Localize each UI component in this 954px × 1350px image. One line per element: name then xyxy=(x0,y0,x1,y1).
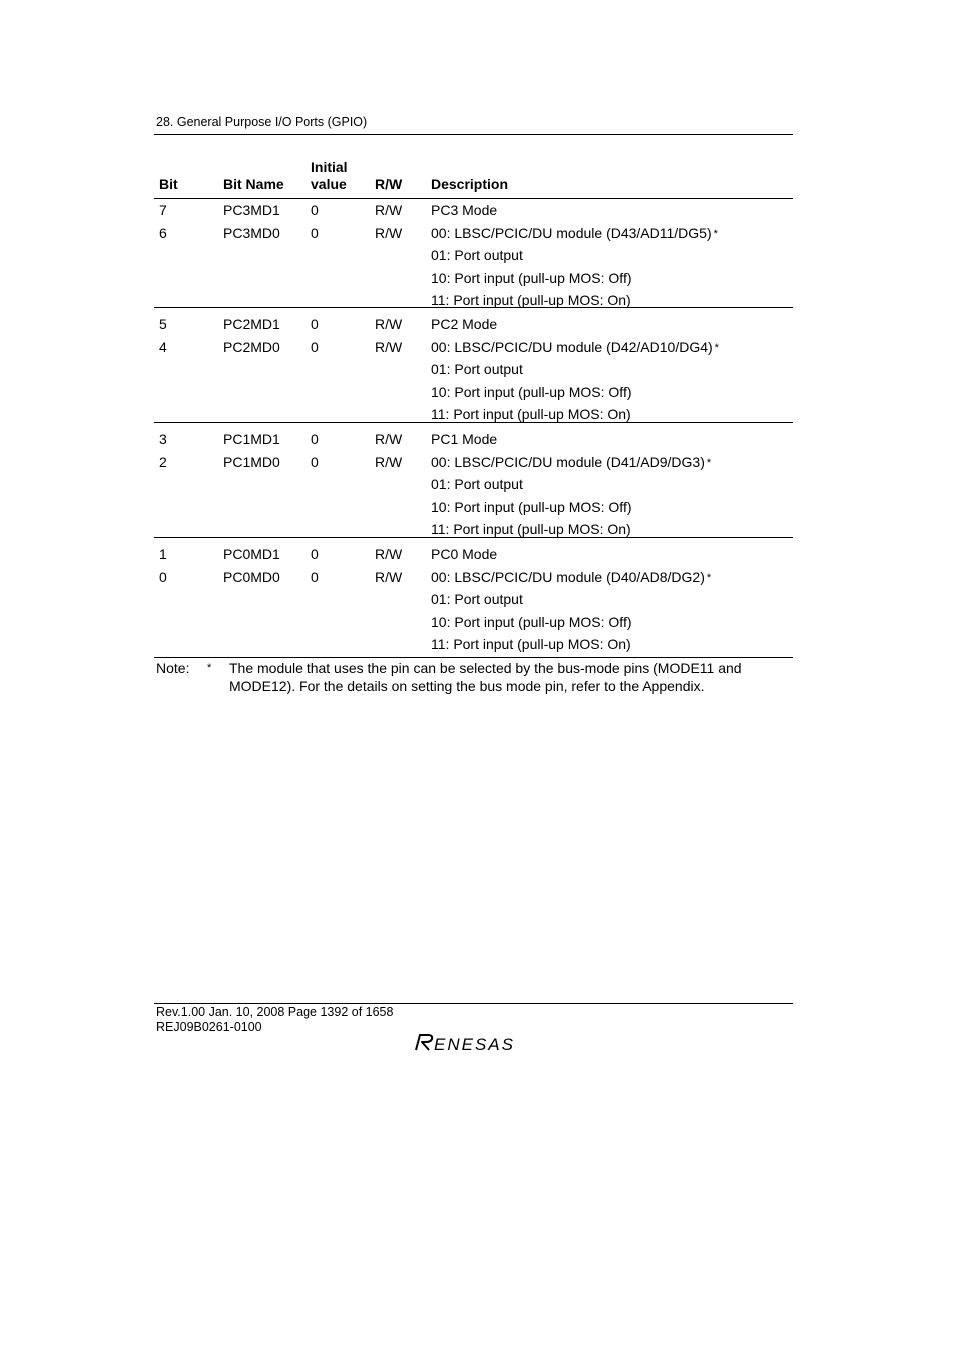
option-text: 10: Port input (pull-up MOS: Off) xyxy=(431,383,632,400)
option-text: 01: Port output xyxy=(431,247,523,264)
cell-initial-value: 0 xyxy=(311,202,319,218)
footnote-mark: * xyxy=(706,456,712,469)
note-label: Note: xyxy=(156,660,190,676)
option-text: 01: Port output xyxy=(431,476,523,493)
cell-bit-name: PC0MD0 xyxy=(223,568,280,585)
cell-description-option xyxy=(431,406,631,423)
footnote-mark: * xyxy=(713,227,718,240)
cell-description-option xyxy=(431,270,632,287)
cell-bit: 5 xyxy=(159,316,167,332)
footnote-mark: * xyxy=(714,341,719,354)
note-mark: * xyxy=(207,662,212,674)
col-header-initial-line2: value xyxy=(311,176,347,192)
cell-rw: R/W xyxy=(375,431,403,447)
cell-bit-name: PC2MD0 xyxy=(223,338,280,355)
cell-description-title: PC0 Mode xyxy=(431,546,498,562)
option-text: 10: Port input (pull-up MOS: Off) xyxy=(431,613,632,630)
cell-description-option xyxy=(431,454,711,473)
cell-bit: 2 xyxy=(159,453,167,470)
col-header-initial-line1: Initial xyxy=(311,159,348,175)
option-text: 11: Port input (pull-up MOS: On) xyxy=(431,521,631,538)
cell-bit-name: PC3MD0 xyxy=(223,224,280,241)
cell-description-option xyxy=(431,569,711,588)
cell-rw: R/W xyxy=(375,316,403,332)
option-text: 00: LBSC/PCIC/DU module (D40/AD8/DG2) xyxy=(431,568,705,585)
option-text: 00: LBSC/PCIC/DU module (D42/AD10/DG4) xyxy=(431,338,713,355)
svg-text:ENESAS: ENESAS xyxy=(434,1035,515,1054)
cell-description-option xyxy=(431,614,632,631)
cell-rw: R/W xyxy=(375,224,403,241)
cell-rw: R/W xyxy=(375,568,403,585)
cell-initial-value: 0 xyxy=(311,316,319,332)
group-divider xyxy=(154,537,793,538)
table-header-rule xyxy=(154,198,793,199)
cell-bit-name: PC2MD1 xyxy=(223,316,280,332)
cell-rw: R/W xyxy=(375,338,403,355)
group-divider xyxy=(154,657,793,658)
cell-rw: R/W xyxy=(375,202,403,218)
cell-description-title: PC1 Mode xyxy=(431,431,498,447)
cell-description-title: PC3 Mode xyxy=(431,202,498,218)
cell-bit: 1 xyxy=(159,546,167,562)
cell-bit-name: PC1MD1 xyxy=(223,431,280,447)
cell-initial-value: 0 xyxy=(311,338,319,355)
option-text: 11: Port input (pull-up MOS: On) xyxy=(431,636,631,653)
section-header: 28. General Purpose I/O Ports (GPIO) xyxy=(156,115,368,129)
option-text: 10: Port input (pull-up MOS: Off) xyxy=(431,269,632,286)
option-text: 11: Port input (pull-up MOS: On) xyxy=(431,406,631,423)
col-header-rw: R/W xyxy=(375,176,403,192)
footer-revision: Rev.1.00 Jan. 10, 2008 Page 1392 of 1658 xyxy=(156,1005,394,1019)
footnote-mark: * xyxy=(706,571,712,584)
renesas-logo xyxy=(414,1030,534,1054)
cell-description-option xyxy=(431,636,631,653)
cell-bit-name: PC3MD1 xyxy=(223,202,280,218)
cell-bit: 4 xyxy=(159,338,167,355)
cell-description-option xyxy=(431,521,631,538)
cell-bit-name: PC0MD1 xyxy=(223,546,280,562)
option-text: 01: Port output xyxy=(431,591,523,608)
cell-description-option xyxy=(431,225,718,244)
note-text-line2: MODE12). For the details on setting the bus mode pin, refer to the Appendix. xyxy=(229,678,705,694)
header-rule xyxy=(154,134,793,135)
group-divider xyxy=(154,307,793,308)
col-header-bit-name: Bit Name xyxy=(223,176,284,192)
cell-description-title: PC2 Mode xyxy=(431,316,498,332)
note-text-line1: The module that uses the pin can be selected by the bus-mode pins (MODE11 and xyxy=(229,660,742,676)
cell-initial-value: 0 xyxy=(311,453,319,470)
cell-description-option xyxy=(431,476,523,493)
col-header-bit: Bit xyxy=(159,176,178,192)
cell-initial-value: 0 xyxy=(311,224,319,241)
cell-description-option xyxy=(431,247,523,264)
cell-description-option xyxy=(431,591,523,608)
option-text: 10: Port input (pull-up MOS: Off) xyxy=(431,498,632,515)
footer-rule xyxy=(154,1003,793,1004)
cell-bit: 7 xyxy=(159,202,167,218)
cell-bit-name: PC1MD0 xyxy=(223,453,280,470)
cell-rw: R/W xyxy=(375,546,403,562)
cell-initial-value: 0 xyxy=(311,431,319,447)
cell-initial-value: 0 xyxy=(311,568,319,585)
option-text: 11: Port input (pull-up MOS: On) xyxy=(431,292,631,309)
cell-description-option xyxy=(431,361,523,378)
col-header-description: Description xyxy=(431,176,509,192)
cell-bit: 3 xyxy=(159,431,167,447)
cell-initial-value: 0 xyxy=(311,546,319,562)
group-divider xyxy=(154,422,793,423)
option-text: 00: LBSC/PCIC/DU module (D43/AD11/DG5) xyxy=(431,224,712,241)
cell-rw: R/W xyxy=(375,453,403,470)
footer-doc-number: REJ09B0261-0100 xyxy=(156,1020,262,1034)
option-text: 01: Port output xyxy=(431,361,523,378)
cell-description-option xyxy=(431,339,719,358)
option-text: 00: LBSC/PCIC/DU module (D41/AD9/DG3) xyxy=(431,453,705,470)
cell-description-option xyxy=(431,499,632,516)
cell-bit: 6 xyxy=(159,224,167,241)
cell-description-option xyxy=(431,384,632,401)
cell-bit: 0 xyxy=(159,568,167,585)
